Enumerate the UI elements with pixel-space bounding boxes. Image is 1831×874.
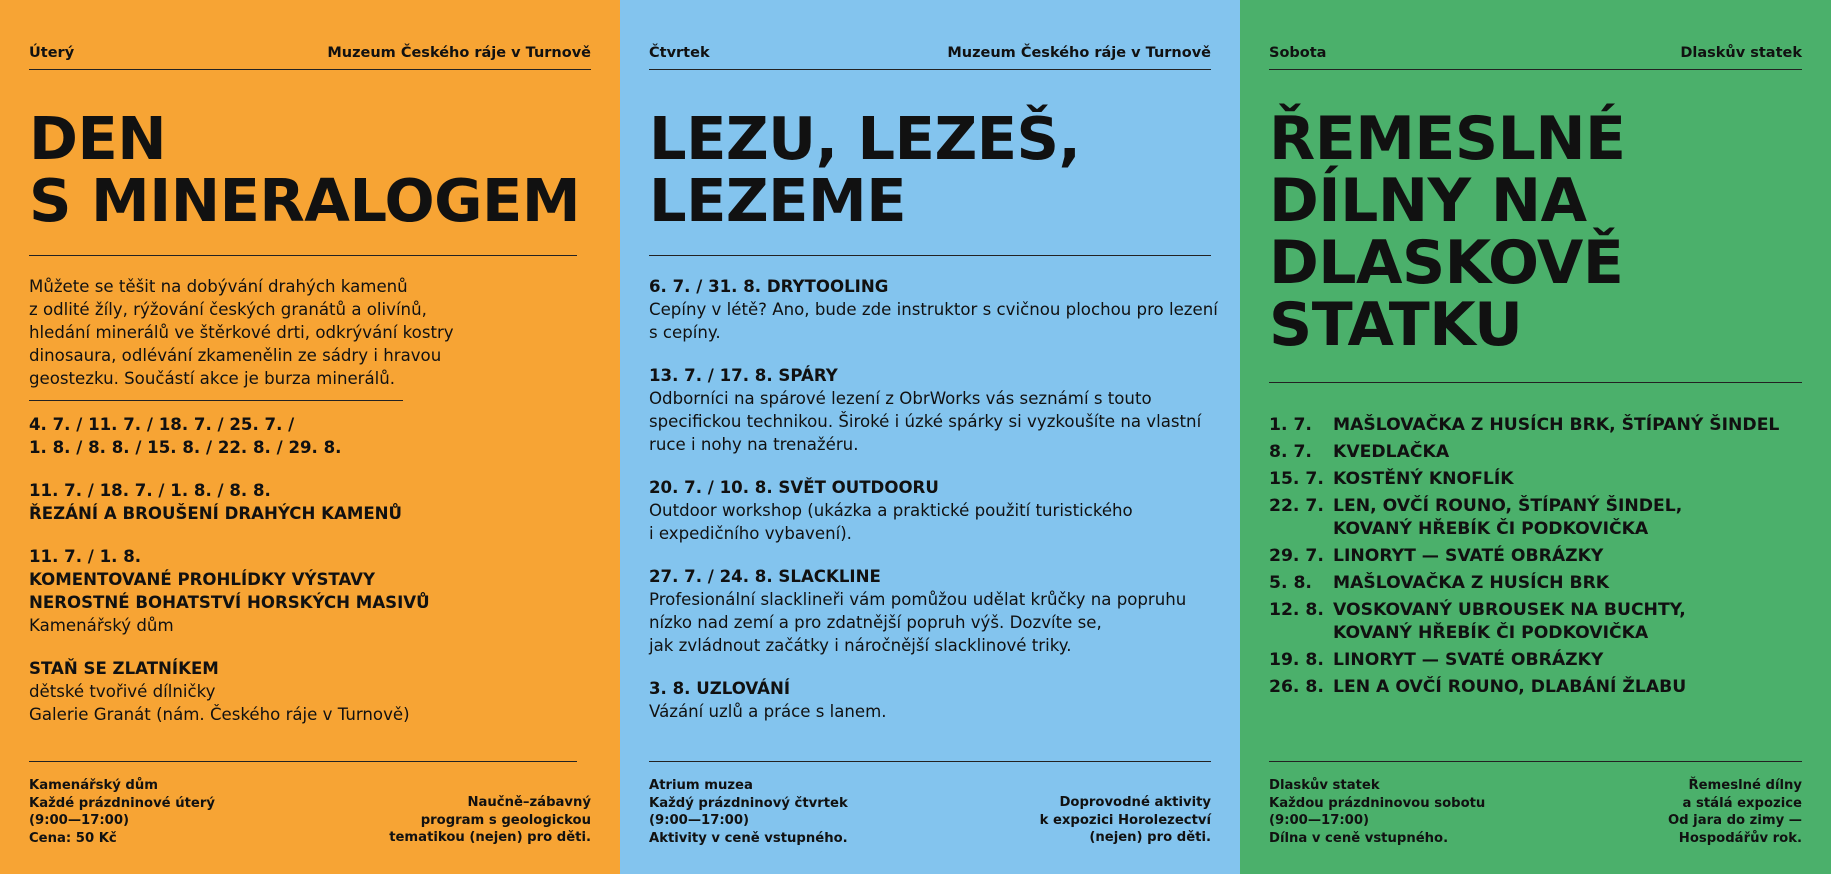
footer-line: tematikou (nejen) pro děti. <box>389 830 591 845</box>
activity-line: KOVANÝ HŘEBÍK ČI PODKOVIČKA <box>1333 623 1649 643</box>
schedule-date: 1. 7. <box>1269 415 1312 435</box>
event-item <box>649 677 1218 723</box>
program-item <box>29 479 430 525</box>
title-line: STATKU <box>1269 290 1523 360</box>
schedule-date: 12. 8. <box>1269 600 1324 620</box>
schedule-row <box>1269 468 1779 491</box>
activity-line: LINORYT — SVATÉ OBRÁZKY <box>1333 546 1604 566</box>
title-line: ŘEMESLNÉ <box>1269 104 1626 174</box>
day-label: Čtvrtek <box>649 45 710 61</box>
footer-line: Řemeslné dílny <box>1688 778 1802 793</box>
program-dates: 11. 7. / 18. 7. / 1. 8. / 8. 8. <box>29 481 271 500</box>
footer-line: Hospodářův rok. <box>1678 830 1802 846</box>
footer-note <box>1668 777 1802 847</box>
footer-info <box>649 777 848 847</box>
title-line: S MINERALOGEM <box>29 166 581 235</box>
text-line: hledání minerálů ve štěrkové drti, odkrývání kostry <box>29 323 454 342</box>
schedule-activity <box>1333 599 1686 645</box>
event-heading: 20. 7. / 10. 8. SVĚT OUTDOORU <box>649 478 939 497</box>
day-label: Úterý <box>29 45 75 61</box>
event-text: s cepíny. <box>649 323 721 342</box>
schedule-activity <box>1333 545 1603 568</box>
panel-title <box>649 104 1081 235</box>
activity-line: VOSKOVANÝ UBROUSEK NA BUCHTY, <box>1333 600 1686 620</box>
event-item <box>649 565 1218 657</box>
activity-line: KVEDLAČKA <box>1333 442 1450 462</box>
title-line: LEZU, LEZEŠ, <box>649 104 1081 173</box>
schedule-activity <box>1333 495 1682 541</box>
program-item <box>29 657 430 726</box>
panel-footer <box>29 777 591 847</box>
footer-note <box>389 777 591 847</box>
program-title: ŘEZÁNÍ A BROUŠENÍ DRAHÝCH KAMENŮ <box>29 504 403 523</box>
schedule-row <box>1269 649 1779 672</box>
event-text: Profesionální slacklineři vám pomůžou udělat krůčky na popruhu <box>649 590 1187 609</box>
dates-block <box>29 413 430 459</box>
event-text: Odborníci na spárové lezení z ObrWorks vás seznámí s touto <box>649 389 1152 408</box>
program-title: STAŇ SE ZLATNÍKEM <box>29 659 219 678</box>
footer-line: Doprovodné aktivity <box>1059 795 1211 810</box>
schedule-date: 26. 8. <box>1269 677 1324 697</box>
divider <box>29 761 577 762</box>
program-subtitle: dětské tvořivé dílničky <box>29 682 216 701</box>
schedule-row <box>1269 676 1779 699</box>
schedule-activity <box>1333 676 1686 699</box>
divider <box>29 400 403 401</box>
footer-note <box>1040 777 1211 847</box>
event-list <box>649 275 1218 743</box>
venue-label: Muzeum Českého ráje v Turnově <box>947 45 1211 61</box>
title-line: DEN <box>29 104 167 173</box>
schedule-row <box>1269 545 1779 568</box>
text-line: Můžete se těšit na dobývání drahých kamenů <box>29 277 408 296</box>
event-heading: 3. 8. UZLOVÁNÍ <box>649 679 791 698</box>
divider <box>649 255 1211 256</box>
event-text: ruce i nohy na trenažéru. <box>649 435 859 454</box>
program-place: Kamenářský dům <box>29 616 174 635</box>
schedule-row <box>1269 414 1779 437</box>
footer-line: Každé prázdninové úterý <box>29 795 215 811</box>
program-dates: 11. 7. / 1. 8. <box>29 547 142 566</box>
title-line: LEZEME <box>649 166 906 235</box>
activity-line: KOVANÝ HŘEBÍK ČI PODKOVIČKA <box>1333 519 1649 539</box>
schedule-activity <box>1333 649 1603 672</box>
program-place: Galerie Granát (nám. Českého ráje v Turnově) <box>29 705 410 724</box>
event-heading: 6. 7. / 31. 8. DRYTOOLING <box>649 277 889 296</box>
footer-info <box>29 777 215 847</box>
activity-line: MAŠLOVAČKA Z HUSÍCH BRK, ŠTÍPANÝ ŠINDEL <box>1333 415 1780 435</box>
schedule-row <box>1269 495 1779 541</box>
schedule-date: 29. 7. <box>1269 546 1324 566</box>
footer-line: a stálá expozice <box>1682 795 1802 811</box>
footer-line: Dílna v ceně vstupného. <box>1269 830 1449 846</box>
footer-info <box>1269 777 1485 847</box>
schedule-row <box>1269 441 1779 464</box>
program-list <box>29 413 430 746</box>
intro-text <box>29 275 454 390</box>
venue-label: Muzeum Českého ráje v Turnově <box>327 45 591 61</box>
footer-line: (9:00—17:00) <box>1269 813 1370 828</box>
text-line: z odlité žíly, rýžování českých granátů a olivínů, <box>29 300 427 319</box>
workshop-schedule <box>1269 414 1779 703</box>
panel-footer <box>1269 777 1802 847</box>
dates-line: 4. 7. / 11. 7. / 18. 7. / 25. 7. / <box>29 415 295 434</box>
program-title: NEROSTNÉ BOHATSTVÍ HORSKÝCH MASIVŮ <box>29 593 430 612</box>
title-line: DÍLNY NA <box>1269 166 1587 236</box>
schedule-activity <box>1333 572 1609 595</box>
divider <box>1269 761 1802 762</box>
divider <box>1269 382 1802 383</box>
text-line: dinosaura, odlévání zkamenělin ze sádry i hravou <box>29 346 442 365</box>
footer-line: (9:00—17:00) <box>649 813 750 828</box>
event-heading: 27. 7. / 24. 8. SLACKLINE <box>649 567 881 586</box>
title-line: DLASKOVĚ <box>1269 228 1624 298</box>
event-text: Cepíny v létě? Ano, bude zde instruktor s cvičnou plochou pro lezení <box>649 300 1218 319</box>
footer-line: Každou prázdninovou sobotu <box>1269 795 1486 811</box>
event-text: specifickou technikou. Široké i úzké spárky si vyzkoušíte na vlastní <box>649 412 1202 431</box>
event-item <box>649 364 1218 456</box>
event-heading: 13. 7. / 17. 8. SPÁRY <box>649 366 838 385</box>
schedule-date: 5. 8. <box>1269 573 1312 593</box>
text-line: geostezku. Součástí akce je burza minerálů. <box>29 369 396 388</box>
footer-line: Aktivity v ceně vstupného. <box>649 830 848 846</box>
activity-line: LEN A OVČÍ ROUNO, DLABÁNÍ ŽLABU <box>1333 677 1687 697</box>
footer-line: (9:00—17:00) <box>29 813 130 828</box>
activity-line: LINORYT — SVATÉ OBRÁZKY <box>1333 650 1604 670</box>
panel-title <box>1269 104 1626 360</box>
day-label: Sobota <box>1269 45 1327 61</box>
footer-line: Každý prázdninový čtvrtek <box>649 795 848 811</box>
event-text: Outdoor workshop (ukázka a praktické použití turistického <box>649 501 1133 520</box>
panel-header <box>649 45 1211 70</box>
footer-line: Dlaskův statek <box>1269 778 1380 793</box>
panel-tuesday <box>0 0 620 874</box>
schedule-row <box>1269 599 1779 645</box>
panel-thursday <box>620 0 1240 874</box>
schedule-date: 15. 7. <box>1269 469 1324 489</box>
event-item <box>649 275 1218 344</box>
schedule-date: 8. 7. <box>1269 442 1312 462</box>
divider <box>29 255 577 256</box>
schedule-date: 19. 8. <box>1269 650 1324 670</box>
activity-line: KOSTĚNÝ KNOFLÍK <box>1333 469 1514 489</box>
activity-line: MAŠLOVAČKA Z HUSÍCH BRK <box>1333 573 1610 593</box>
schedule-activity <box>1333 441 1449 464</box>
panel-header <box>1269 45 1802 70</box>
schedule-row <box>1269 572 1779 595</box>
program-item <box>29 545 430 637</box>
panel-title <box>29 104 581 235</box>
schedule-activity <box>1333 414 1779 437</box>
event-text: Vázání uzlů a práce s lanem. <box>649 702 887 721</box>
activity-line: LEN, OVČÍ ROUNO, ŠTÍPANÝ ŠINDEL, <box>1333 496 1683 516</box>
footer-line: Kamenářský dům <box>29 778 158 793</box>
panel-saturday <box>1240 0 1831 874</box>
panel-footer <box>649 777 1211 847</box>
event-text: nízko nad zemí a pro zdatnější popruh výš. Dozvíte se, <box>649 613 1102 632</box>
venue-label: Dlaskův statek <box>1680 45 1802 61</box>
schedule-activity <box>1333 468 1514 491</box>
dates-line: 1. 8. / 8. 8. / 15. 8. / 22. 8. / 29. 8. <box>29 438 342 457</box>
footer-line: Cena: 50 Kč <box>29 830 117 846</box>
footer-line: (nejen) pro děti. <box>1089 830 1211 845</box>
event-item <box>649 476 1218 545</box>
schedule-date: 22. 7. <box>1269 496 1324 516</box>
footer-line: Od jara do zimy — <box>1667 813 1802 828</box>
event-text: jak zvládnout začátky i náročnější slacklinové triky. <box>649 636 1072 655</box>
footer-line: program s geologickou <box>420 812 591 828</box>
event-text: i expedičního vybavení). <box>649 524 852 543</box>
panel-header <box>29 45 591 70</box>
footer-line: Naučně–zábavný <box>467 795 591 810</box>
footer-line: k expozici Horolezectví <box>1039 812 1211 828</box>
divider <box>649 761 1211 762</box>
program-title: KOMENTOVANÉ PROHLÍDKY VÝSTAVY <box>29 570 376 589</box>
footer-line: Atrium muzea <box>649 778 753 793</box>
